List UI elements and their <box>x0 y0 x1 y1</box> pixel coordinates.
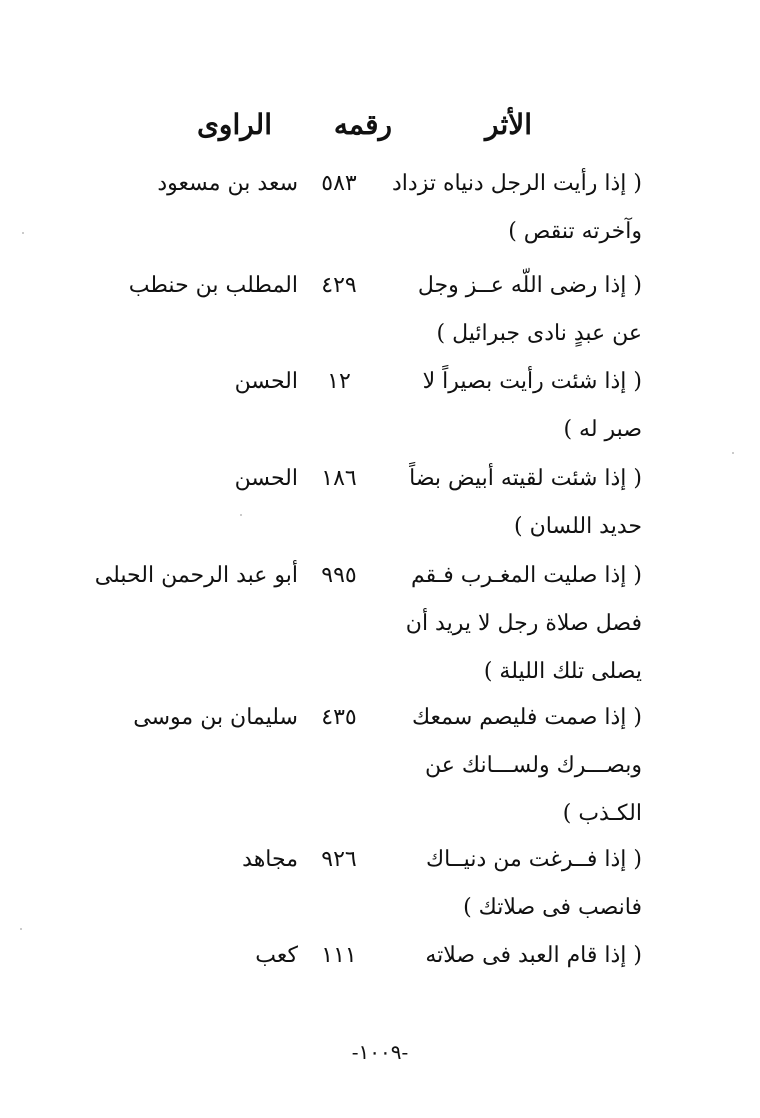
entry-number: ١٢ <box>327 369 351 394</box>
entry-text-line: يصلى تلك الليلة ) <box>483 659 642 684</box>
entry-text-line: ( إذا شئت لقيته أبيض بضاً <box>409 466 642 491</box>
page-number: -١٠٠٩- <box>351 1040 409 1064</box>
entry-text-line: ( إذا شئت رأيت بصيراً لا <box>422 369 642 394</box>
entry-number: ١١١ <box>321 943 357 968</box>
entry-text-line: حديد اللسان ) <box>514 514 642 539</box>
entry-text <box>382 932 642 980</box>
scan-speck <box>732 452 734 454</box>
entry-text <box>382 836 642 932</box>
entry-text-line: الكـذب ) <box>562 801 642 826</box>
entry-number: ٥٨٣ <box>321 171 357 196</box>
entry-text-line: وبصـــرك ولســـانك عن <box>425 753 642 778</box>
entry-text <box>382 262 642 358</box>
entry-text <box>382 455 642 551</box>
entry-number: ٩٩٥ <box>321 563 357 588</box>
scan-speck <box>22 232 24 234</box>
entry-text <box>382 694 642 838</box>
entry-text-line: ( إذا رأيت الرجل دنياه تزداد <box>391 171 642 196</box>
entry-narrator: الحسن <box>234 369 298 394</box>
entry-number: ١٨٦ <box>321 466 357 491</box>
entry-text-line: صبر له ) <box>563 417 642 442</box>
entry-number: ٩٢٦ <box>321 847 357 872</box>
entry-narrator: سليمان بن موسى <box>133 705 298 730</box>
entry-text <box>382 160 642 256</box>
entry-narrator: مجاهد <box>242 847 298 872</box>
header-raqm: رقمه <box>333 108 392 141</box>
entry-text-line: ( إذا فــرغت من دنيــاك <box>425 847 642 872</box>
entry-narrator: أبو عبد الرحمن الحبلى <box>94 563 298 588</box>
entry-text-line: فصل صلاة رجل لا يريد أن <box>405 611 642 636</box>
entry-text-line: وآخرته تنقص ) <box>508 219 642 244</box>
entry-text-line: فانصب فى صلاتك ) <box>463 895 642 920</box>
entry-number: ٤٢٩ <box>321 273 357 298</box>
header-athar: الأثر <box>485 108 532 141</box>
entry-number: ٤٣٥ <box>321 705 357 730</box>
entry-text <box>382 552 642 696</box>
entry-narrator: سعد بن مسعود <box>157 171 298 196</box>
entry-text-line: ( إذا صليت المغـرب فـقم <box>411 563 642 588</box>
scan-speck <box>20 928 22 930</box>
entry-narrator: كعب <box>255 943 298 968</box>
scan-speck <box>240 514 242 516</box>
entry-narrator: الحسن <box>234 466 298 491</box>
entry-text-line: ( إذا رضى اللّه عــز وجل <box>417 273 642 298</box>
entry-narrator: المطلب بن حنطب <box>128 273 298 298</box>
entry-text-line: ( إذا صمت فليصم سمعك <box>411 705 642 730</box>
entry-text-line: عن عبدٍ نادى جبرائيل ) <box>436 321 642 346</box>
header-rawi: الراوى <box>197 108 272 141</box>
entry-text <box>382 358 642 454</box>
column-headers <box>0 108 760 148</box>
entry-text-line: ( إذا قام العبد فى صلاته <box>425 943 642 968</box>
